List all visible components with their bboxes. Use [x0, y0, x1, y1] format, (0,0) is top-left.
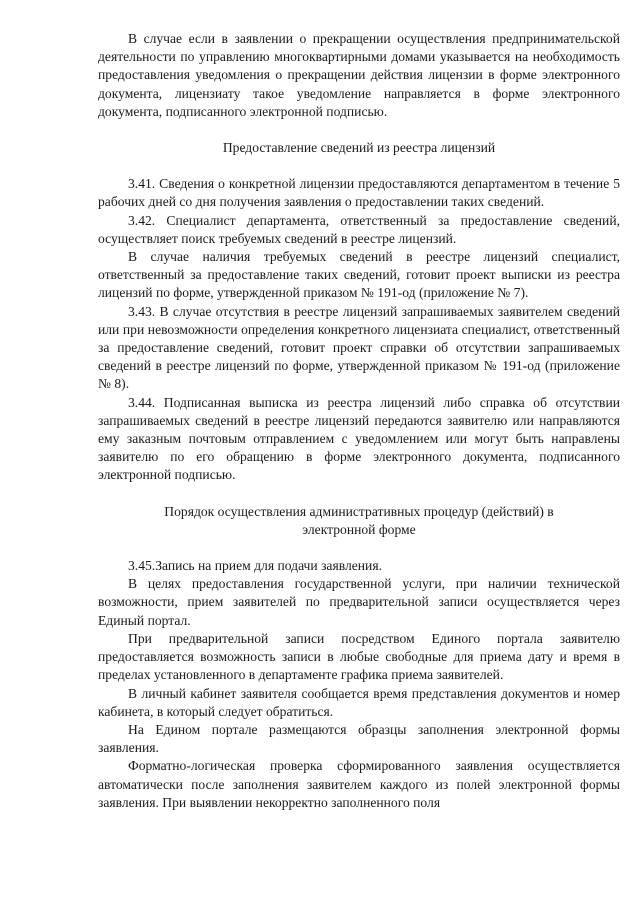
paragraph-3-41: 3.41. Сведения о конкретной лицензии предоставляются департаментом в течение 5 рабочих дней со дня получения заявления о предоставлении таких сведений. — [98, 176, 620, 210]
paragraph-3-42-extract: В случае наличия требуемых сведений в реестре лицензий специалист, ответственный за предоставление таких сведений, готовит проект выписки из реестра лицензий по форме, утвержденной приказом № 191-од (приложение № 7). — [98, 249, 620, 301]
document-page — [98, 30, 620, 812]
paragraph-format-check: Форматно-логическая проверка сформированного заявления осуществляется автоматически после заполнения заявителем каждого из полей электронной формы заявления. При выявлении некорректно заполненного поля — [98, 758, 620, 810]
paragraph-3-44: 3.44. Подписанная выписка из реестра лицензий либо справка об отсутствии запрашиваемых сведений в реестре лицензий передаются заявителю или направляются ему заказным почтовым отправлением с уведомлением или могут быть направлены заявителю по его обращению в форме электронного документа, подписанного электронной подписью. — [98, 394, 620, 483]
heading-registry-info: Предоставление сведений из реестра лицензий — [222, 140, 496, 156]
paragraph-3-42: 3.42. Специалист департамента, ответственный за предоставление сведений, осуществляет поиск требуемых сведений в реестре лицензий. — [98, 212, 620, 246]
paragraph-personal-account: В личный кабинет заявителя сообщается время представления документов и номер кабинета, в который следует обратиться. — [98, 685, 620, 719]
paragraph-3-45: 3.45.Запись на прием для подачи заявления. — [128, 558, 382, 574]
heading-electronic-procedures-line1: Порядок осуществления административных процедур (действий) в — [164, 503, 554, 519]
paragraph-preliminary-booking: При предварительной записи посредством Единого портала заявителю предоставляется возможность записи в любые свободные для приема дату и время в пределах установленного в департаменте графика приема заявителей. — [98, 630, 620, 683]
paragraph-form-samples: На Едином портале размещаются образцы заполнения электронной формы заявления. — [98, 721, 620, 756]
heading-electronic-procedures-line2: электронной форме — [302, 521, 416, 537]
paragraph-3-43: 3.43. В случае отсутствия в реестре лицензий запрашиваемых заявителем сведений или при невозможности определения конкретного лицензиата специалист, ответственный за предоставление сведений, готовит проект справки об отсутствии запрашиваемых сведений в реестре лицензий по форме, утвержденной приказом № 191-од (приложение № 8). — [98, 303, 620, 392]
paragraph-appointment-portal: В целях предоставления государственной услуги, при наличии технической возможности, прием заявителей по предварительной записи осуществляется через Единый портал. — [98, 576, 620, 628]
paragraph-termination-notice: В случае если в заявлении о прекращении осуществления предпринимательской деятельности по управлению многоквартирными домами указывается на необходимость предоставления уведомления о прекращении действия лицензии в форме электронного документа, лицензиату такое уведомление направляется в форме электронного документа, подписанного электронной подписью. — [98, 31, 620, 119]
